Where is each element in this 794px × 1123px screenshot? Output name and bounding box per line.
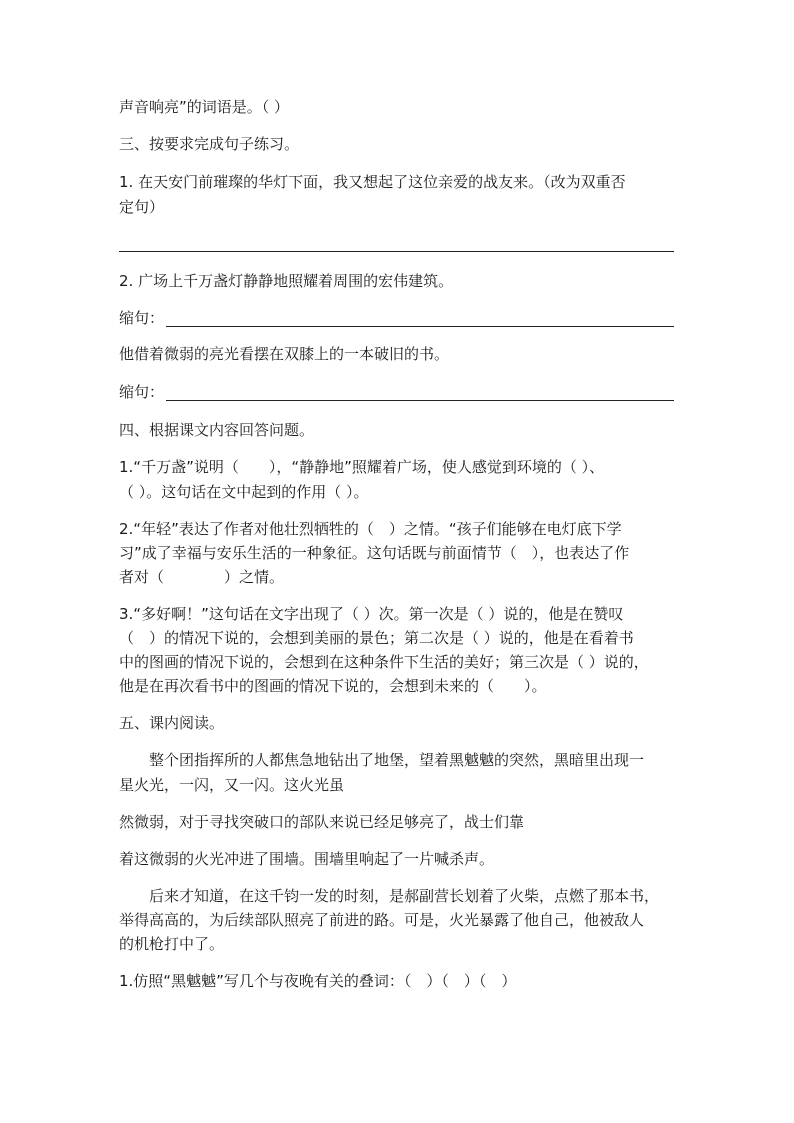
answer-line-1[interactable]: [119, 251, 674, 252]
condense-label: 缩句：: [119, 383, 165, 401]
condense-label: 缩句：: [119, 309, 165, 327]
passage-para-1-line-4: 着这微弱的火光冲进了围墙。围墙里响起了一片喊杀声。: [119, 850, 495, 868]
question-4-3-line-4: 他是在再次看书中的图画的情况下说的，会想到未来的（ ）。: [119, 677, 547, 695]
section-five-heading: 五、课内阅读。: [119, 714, 225, 732]
question-continuation: 声音响亮”的词语是。（ ）: [119, 98, 290, 116]
passage-para-1-line-2: 星火光，一闪，又一闪。这火光虽: [119, 776, 345, 794]
question-4-3-line-1: 3.“多好啊！”这句话在文字出现了（ ）次。第一次是（ ）说的，他是在赞叹: [119, 605, 624, 623]
section-four-heading: 四、根据课文内容回答问题。: [119, 421, 315, 439]
passage-para-1-line-3: 然微弱，对于寻找突破口的部队来说已经足够亮了，战士们靠: [119, 813, 525, 831]
condense-answer-line-2[interactable]: [166, 400, 674, 401]
condense-row-1: [119, 304, 674, 333]
question-3-1-line-1: 1. 在天安门前璀璨的华灯下面，我又想起了这位亲爱的战友来。（改为双重否: [119, 173, 626, 191]
question-3-1-line-2: 定句）: [119, 198, 165, 216]
question-4-3-line-2: （ ）的情况下说的，会想到美丽的景色；第二次是（ ）说的，他是在看着书: [119, 629, 634, 647]
question-3-2: 2. 广场上千万盏灯静静地照耀着周围的宏伟建筑。: [119, 272, 454, 290]
question-4-3-line-3: 中的图画的情况下说的，会想到在这种条件下生活的美好；第三次是（ ）说的，: [119, 653, 649, 671]
passage-para-2-line-2: 举得高高的，为后续部队照亮了前进的路。可是，火光暴露了他自己，他被敌人: [119, 911, 645, 929]
question-4-2-line-1: 2.“年轻”表达了作者对他壮烈牺牲的（ ）之情。“孩子们能够在电灯底下学: [119, 520, 622, 538]
condense-row-2: [119, 378, 674, 407]
question-4-1-line-2: （ ）。这句话在文中起到的作用（ ）。: [119, 483, 369, 501]
passage-para-1-line-1: 整个团指挥所的人都焦急地钻出了地堡，望着黑魆魆的突然，黑暗里出现一: [119, 751, 645, 769]
question-4-2-line-2: 习”成了幸福与安乐生活的一种象征。这句话既与前面情节（ ），也表达了作: [119, 544, 630, 562]
passage-para-2-line-3: 的机枪打中了。: [119, 935, 225, 953]
question-3-3: 他借着微弱的亮光看摆在双膝上的一本破旧的书。: [119, 345, 450, 363]
section-three-heading: 三、按要求完成句子练习。: [119, 135, 300, 153]
passage-para-2-line-1: 后来才知道，在这千钧一发的时刻，是郝副营长划着了火柴，点燃了那本书，: [119, 887, 660, 905]
question-4-1-line-1: 1.“千万盏”说明（ ），“静静地”照耀着广场，使人感觉到环境的（ ）、: [119, 458, 605, 476]
question-4-2-line-3: 者对（ ）之情。: [119, 568, 285, 586]
condense-answer-line-1[interactable]: [166, 326, 674, 327]
question-5-1: 1.仿照“黑魆魆”写几个与夜晚有关的叠词：（ ）（ ）（ ）: [119, 972, 517, 990]
